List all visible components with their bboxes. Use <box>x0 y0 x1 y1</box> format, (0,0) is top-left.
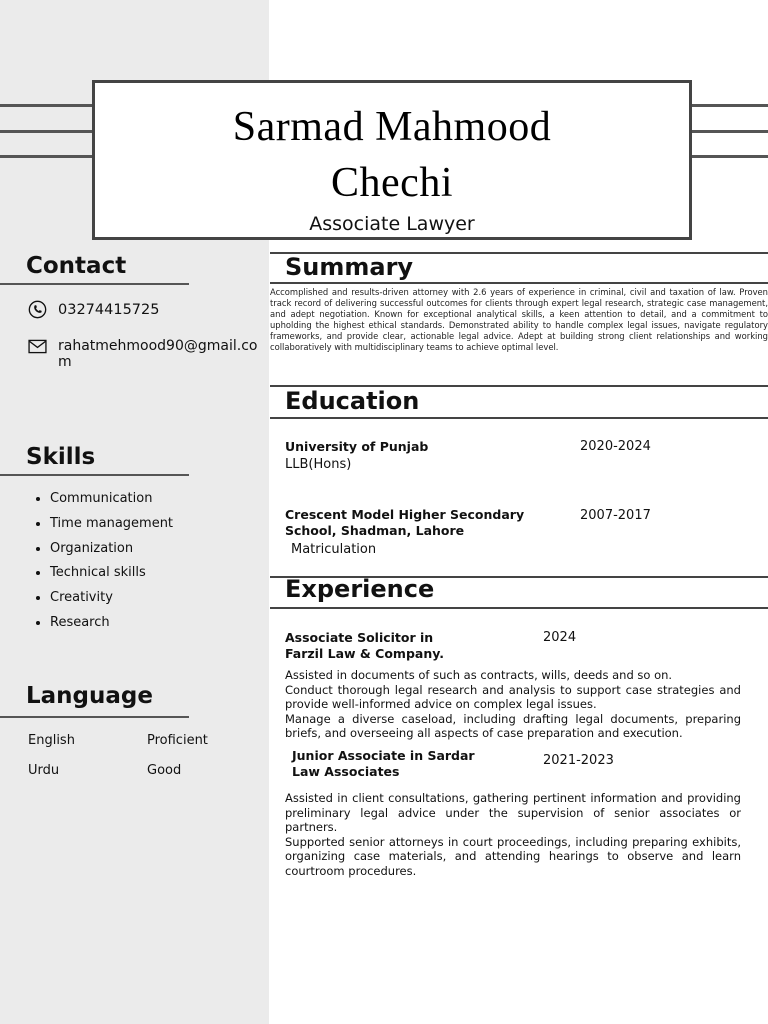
education-degree: Matriculation <box>291 542 377 557</box>
experience-title: Junior Associate in Sardar Law Associates <box>292 748 475 779</box>
language-rule <box>0 716 189 718</box>
experience-description <box>285 668 741 741</box>
skill-item: • Research <box>50 613 173 638</box>
name-line-1: Sarmad Mahmood <box>232 104 552 150</box>
experience-line: Supported senior attorneys in court proceedings, including preparing exhibits, organizing case materials, and attending hearings to observe and learn courtroom procedures. <box>285 834 741 878</box>
language-row <box>28 763 182 778</box>
summary-rule <box>270 282 768 284</box>
decorative-line <box>689 104 768 107</box>
language-level: Good <box>147 763 182 778</box>
skills-heading: Skills <box>26 444 96 470</box>
name-line-2: Chechi <box>331 160 453 206</box>
experience-rule <box>270 607 768 609</box>
summary-heading: Summary <box>285 253 414 281</box>
experience-line: Assisted in documents of such as contracts, wills, deeds and so on. <box>285 668 673 682</box>
experience-heading: Experience <box>285 575 435 603</box>
experience-years: 2024 <box>543 630 577 645</box>
experience-line: Assisted in client consultations, gathering pertinent information and providing preliminary legal advice under the supervision of senior associates or partners. <box>285 791 741 835</box>
language-heading: Language <box>26 683 153 709</box>
education-years: 2007-2017 <box>580 508 651 523</box>
language-level: Proficient <box>147 733 208 748</box>
skills-rule <box>0 474 189 476</box>
mail-icon <box>28 339 47 354</box>
experience-title: Associate Solicitor in Farzil Law & Company. <box>285 630 444 661</box>
contact-rule <box>0 283 189 285</box>
phone-icon <box>28 300 47 319</box>
education-degree: LLB(Hons) <box>285 457 352 472</box>
skill-item: • Technical skills <box>50 563 173 588</box>
decorative-line <box>0 104 92 107</box>
decorative-line <box>689 130 768 133</box>
experience-description <box>285 791 741 879</box>
contact-phone-row <box>28 300 268 320</box>
language-name: Urdu <box>28 763 60 778</box>
education-school: University of Punjab <box>285 439 429 454</box>
education-rule <box>270 417 768 419</box>
experience-line: Manage a diverse caseload, including drafting legal documents, preparing briefs, and overseeing all aspects of case preparation and execution. <box>285 711 741 741</box>
skill-item: • Organization <box>50 539 173 564</box>
language-name: English <box>28 733 75 748</box>
skill-item: • Time management <box>50 514 173 539</box>
email-address: rahatmehmood90@gmail.com <box>58 338 258 370</box>
contact-email-row <box>28 338 268 372</box>
candidate-name <box>95 99 689 211</box>
skill-item: • Communication <box>50 489 173 514</box>
skill-item: • Creativity <box>50 588 173 613</box>
skills-list <box>30 489 173 638</box>
job-title: Associate Lawyer <box>309 213 475 235</box>
summary-text: Accomplished and results-driven attorney with 2.6 years of experience in criminal, civil and taxation of law. Proven track record of delivering successful outcomes for clients through expert legal research, strategic case management, and adept negotiation. Known for exceptional analytical skills, a keen attention to detail, and a commitment to upholding the highest ethical standards. Demonstrated ability to handle complex legal issues, navigate regulatory frameworks, and provide clear, actionable legal advice. Adept at building strong client relationships and working collaboratively with multidisciplinary teams to achieve optimal level. <box>270 287 768 352</box>
education-school: Crescent Model Higher Secondary School, Shadman, Lahore <box>285 507 525 538</box>
decorative-line <box>689 155 768 158</box>
education-years: 2020-2024 <box>580 439 651 454</box>
education-heading: Education <box>285 387 420 415</box>
contact-heading: Contact <box>26 253 127 279</box>
decorative-line <box>0 130 92 133</box>
language-row <box>28 733 208 748</box>
experience-line: Conduct thorough legal research and analysis to support case strategies and provide well-informed advice on complex legal issues. <box>285 682 741 712</box>
phone-number: 03274415725 <box>58 302 160 318</box>
decorative-line <box>0 155 92 158</box>
name-header-box <box>92 80 692 240</box>
experience-years: 2021-2023 <box>543 753 614 768</box>
